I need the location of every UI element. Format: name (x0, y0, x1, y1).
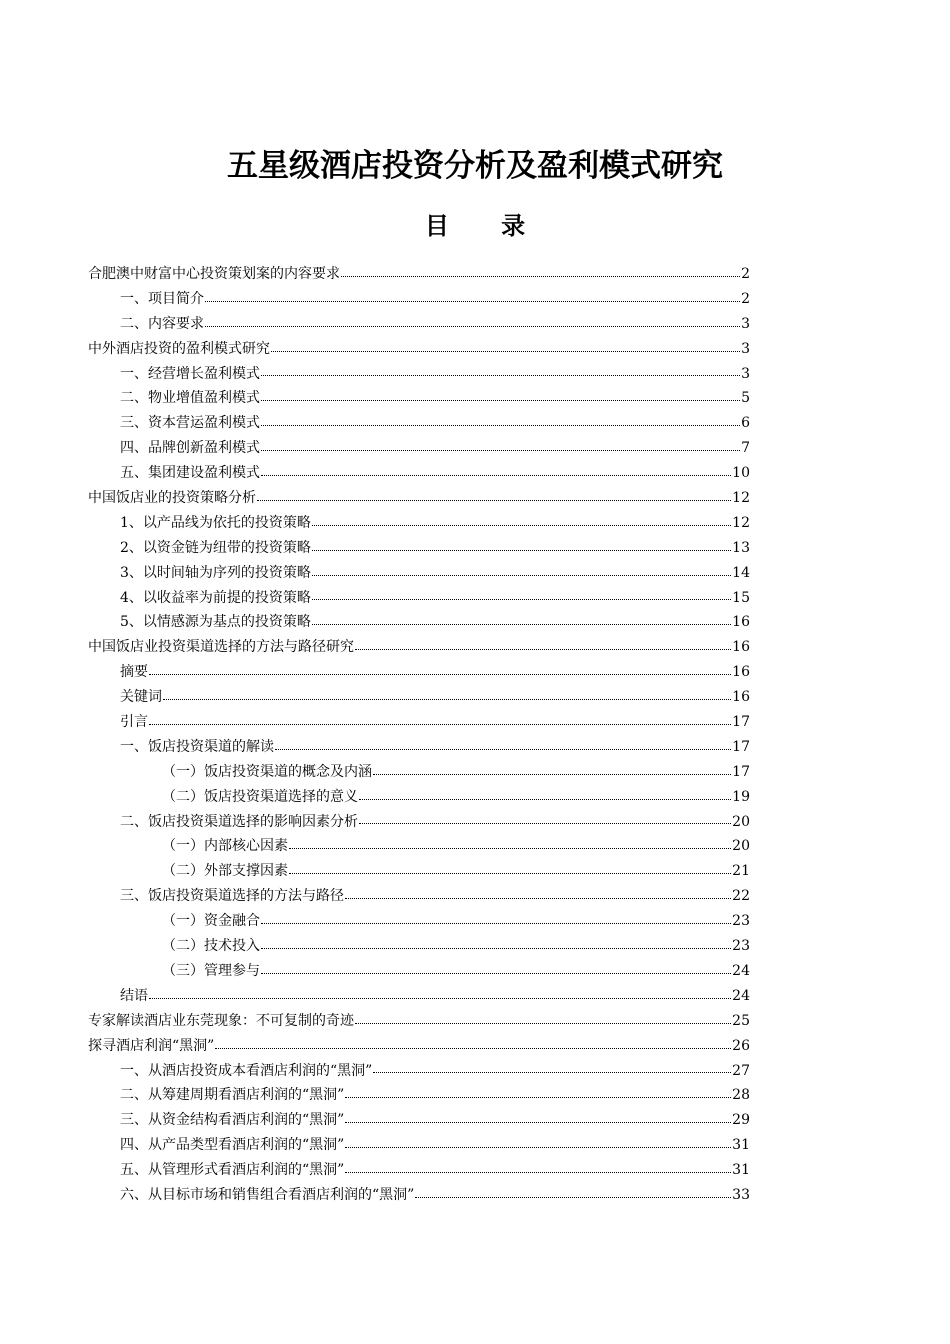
toc-dot-leader (345, 897, 731, 899)
toc-entry[interactable] (88, 1083, 750, 1108)
toc-entry-title: 二、从筹建周期看酒店利润的“黑洞” (120, 1087, 345, 1104)
toc-dot-leader (345, 1121, 731, 1123)
toc-dot-leader (215, 1047, 731, 1049)
toc-dot-leader (271, 350, 740, 352)
toc-dot-leader (355, 648, 731, 650)
toc-dot-leader (261, 972, 731, 974)
toc-entry-title: 一、经营增长盈利模式 (120, 365, 260, 382)
toc-entry-title: 一、项目简介 (120, 290, 204, 307)
toc-entry-title: 一、饭店投资渠道的解读 (120, 738, 274, 755)
toc-page-number: 16 (732, 614, 750, 631)
toc-entry-title: 1、以产品线为依托的投资策略 (120, 514, 311, 531)
toc-page-number: 19 (732, 788, 750, 805)
toc-dot-leader (312, 574, 731, 576)
toc-dot-leader (261, 449, 740, 451)
toc-page-number: 31 (732, 1162, 750, 1179)
table-of-contents (88, 262, 750, 1208)
toc-dot-leader (359, 798, 731, 800)
toc-entry-title: （一）内部核心因素 (162, 838, 288, 855)
toc-entry-title: 探寻酒店利润“黑洞” (88, 1037, 215, 1054)
toc-page-number: 25 (732, 1012, 750, 1029)
toc-entry[interactable] (88, 934, 750, 959)
toc-entry[interactable] (88, 884, 750, 909)
toc-entry-title: 五、从管理形式看酒店利润的“黑洞” (120, 1162, 345, 1179)
toc-entry[interactable] (88, 1108, 750, 1133)
toc-entry-title: 3、以时间轴为序列的投资策略 (120, 564, 311, 581)
toc-entry[interactable] (88, 984, 750, 1009)
toc-entry-title: 摘要 (120, 664, 148, 681)
toc-dot-leader (373, 773, 731, 775)
toc-dot-leader (312, 549, 731, 551)
toc-entry[interactable] (88, 735, 750, 760)
toc-dot-leader (373, 1071, 731, 1073)
toc-dot-leader (275, 748, 731, 750)
toc-entry-title: （二）饭店投资渠道选择的意义 (162, 788, 358, 805)
toc-entry-title: 五、集团建设盈利模式 (120, 465, 260, 482)
toc-entry-title: （二）外部支撑因素 (162, 863, 288, 880)
toc-entry[interactable] (88, 586, 750, 611)
toc-heading: 目 录 (424, 212, 548, 240)
toc-entry[interactable] (88, 1034, 750, 1059)
toc-dot-leader (355, 1022, 731, 1024)
toc-entry-title: 二、物业增值盈利模式 (120, 390, 260, 407)
toc-entry-title: 四、从产品类型看酒店利润的“黑洞” (120, 1137, 345, 1154)
toc-entry[interactable] (88, 511, 750, 536)
toc-dot-leader (149, 997, 731, 999)
toc-dot-leader (345, 1096, 731, 1098)
toc-page-number: 3 (741, 365, 750, 382)
toc-entry[interactable] (88, 785, 750, 810)
toc-entry-title: 中国饭店业投资渠道选择的方法与路径研究 (88, 639, 354, 656)
toc-page-number: 16 (732, 639, 750, 656)
toc-entry[interactable] (88, 536, 750, 561)
toc-page-number: 10 (732, 465, 750, 482)
toc-page-number: 12 (732, 490, 750, 507)
toc-entry[interactable] (88, 710, 750, 735)
toc-page-number: 33 (732, 1186, 750, 1203)
toc-page-number: 17 (732, 714, 750, 731)
toc-dot-leader (257, 499, 731, 501)
toc-entry[interactable] (88, 1183, 750, 1208)
toc-entry-title: （一）资金融合 (162, 913, 260, 930)
toc-entry[interactable] (88, 760, 750, 785)
toc-dot-leader (149, 723, 731, 725)
toc-page-number: 3 (741, 315, 750, 332)
toc-entry[interactable] (88, 486, 750, 511)
toc-entry[interactable] (88, 436, 750, 461)
toc-entry-title: 三、饭店投资渠道选择的方法与路径 (120, 888, 344, 905)
toc-dot-leader (261, 922, 731, 924)
toc-entry-title: （二）技术投入 (162, 938, 260, 955)
toc-page-number: 7 (741, 440, 750, 457)
toc-page-number: 15 (732, 589, 750, 606)
toc-dot-leader (345, 1171, 731, 1173)
toc-page-number: 20 (732, 813, 750, 830)
toc-entry[interactable] (88, 1133, 750, 1158)
toc-entry-title: （三）管理参与 (162, 962, 260, 979)
toc-entry-title: 三、从资金结构看酒店利润的“黑洞” (120, 1112, 345, 1129)
toc-entry[interactable] (88, 660, 750, 685)
toc-page-number: 13 (732, 539, 750, 556)
toc-page-number: 23 (732, 938, 750, 955)
toc-dot-leader (205, 300, 740, 302)
toc-entry[interactable] (88, 1059, 750, 1084)
toc-entry[interactable] (88, 959, 750, 984)
toc-page-number: 26 (732, 1037, 750, 1054)
toc-entry-title: 5、以情感源为基点的投资策略 (120, 614, 311, 631)
toc-page-number: 24 (732, 962, 750, 979)
toc-entry-title: 三、资本营运盈利模式 (120, 415, 260, 432)
toc-entry-title: 一、从酒店投资成本看酒店利润的“黑洞” (120, 1062, 373, 1079)
toc-entry[interactable] (88, 386, 750, 411)
toc-dot-leader (205, 325, 740, 327)
toc-entry-title: 中国饭店业的投资策略分析 (88, 490, 256, 507)
toc-entry-title: 引言 (120, 714, 148, 731)
toc-entry[interactable] (88, 1009, 750, 1034)
toc-page-number: 21 (732, 863, 750, 880)
toc-entry[interactable] (88, 411, 750, 436)
toc-dot-leader (312, 623, 731, 625)
toc-entry-title: 二、内容要求 (120, 315, 204, 332)
toc-dot-leader (289, 872, 731, 874)
toc-page-number: 12 (732, 514, 750, 531)
document-title: 五星级酒店投资分析及盈利模式研究 (227, 148, 723, 184)
toc-dot-leader (261, 947, 731, 949)
toc-dot-leader (261, 474, 731, 476)
toc-page-number: 3 (741, 340, 750, 357)
toc-entry[interactable] (88, 337, 750, 362)
toc-entry-title: 中外酒店投资的盈利模式研究 (88, 340, 270, 357)
toc-entry-title: 结语 (120, 987, 148, 1004)
toc-page-number: 14 (732, 564, 750, 581)
toc-page-number: 6 (741, 415, 750, 432)
toc-entry[interactable] (88, 834, 750, 859)
toc-dot-leader (359, 822, 731, 824)
toc-dot-leader (149, 673, 731, 675)
toc-page-number: 16 (732, 689, 750, 706)
toc-page-number: 17 (732, 763, 750, 780)
toc-page-number: 2 (741, 290, 750, 307)
toc-dot-leader (341, 275, 740, 277)
toc-entry[interactable] (88, 561, 750, 586)
toc-dot-leader (163, 698, 731, 700)
toc-page-number: 23 (732, 913, 750, 930)
toc-dot-leader (415, 1196, 731, 1198)
toc-page-number: 16 (732, 664, 750, 681)
toc-dot-leader (312, 598, 731, 600)
toc-dot-leader (289, 847, 731, 849)
toc-entry[interactable] (88, 461, 750, 486)
toc-entry-title: （一）饭店投资渠道的概念及内涵 (162, 763, 372, 780)
toc-entry[interactable] (88, 909, 750, 934)
toc-page-number: 5 (741, 390, 750, 407)
toc-entry[interactable] (88, 610, 750, 635)
toc-page-number: 31 (732, 1137, 750, 1154)
toc-entry-title: 2、以资金链为纽带的投资策略 (120, 539, 311, 556)
toc-page-number: 2 (741, 266, 750, 282)
toc-entry[interactable] (88, 312, 750, 337)
toc-entry[interactable] (88, 362, 750, 387)
toc-entry[interactable] (88, 685, 750, 710)
toc-page-number: 20 (732, 838, 750, 855)
toc-page-number: 24 (732, 987, 750, 1004)
toc-page-number: 27 (732, 1062, 750, 1079)
toc-entry[interactable] (88, 810, 750, 835)
toc-dot-leader (261, 374, 740, 376)
toc-dot-leader (261, 424, 740, 426)
toc-dot-leader (312, 524, 731, 526)
toc-entry[interactable] (88, 1158, 750, 1183)
toc-page-number: 28 (732, 1087, 750, 1104)
toc-dot-leader (345, 1146, 731, 1148)
toc-entry-title: 六、从目标市场和销售组合看酒店利润的“黑洞” (120, 1186, 415, 1203)
toc-page-number: 17 (732, 738, 750, 755)
toc-entry-title: 关键词 (120, 689, 162, 706)
toc-page-number: 22 (732, 888, 750, 905)
toc-entry[interactable] (88, 859, 750, 884)
toc-entry-title: 四、品牌创新盈利模式 (120, 440, 260, 457)
toc-entry-title: 专家解读酒店业东莞现象：不可复制的奇迹 (88, 1012, 354, 1029)
toc-entry[interactable] (88, 287, 750, 312)
toc-entry[interactable] (88, 262, 750, 287)
toc-page-number: 29 (732, 1112, 750, 1129)
toc-dot-leader (261, 399, 740, 401)
toc-entry-title: 4、以收益率为前提的投资策略 (120, 589, 311, 606)
toc-entry-title: 二、饭店投资渠道选择的影响因素分析 (120, 813, 358, 830)
toc-entry-title: 合肥澳中财富中心投资策划案的内容要求 (88, 266, 340, 282)
toc-entry[interactable] (88, 635, 750, 660)
